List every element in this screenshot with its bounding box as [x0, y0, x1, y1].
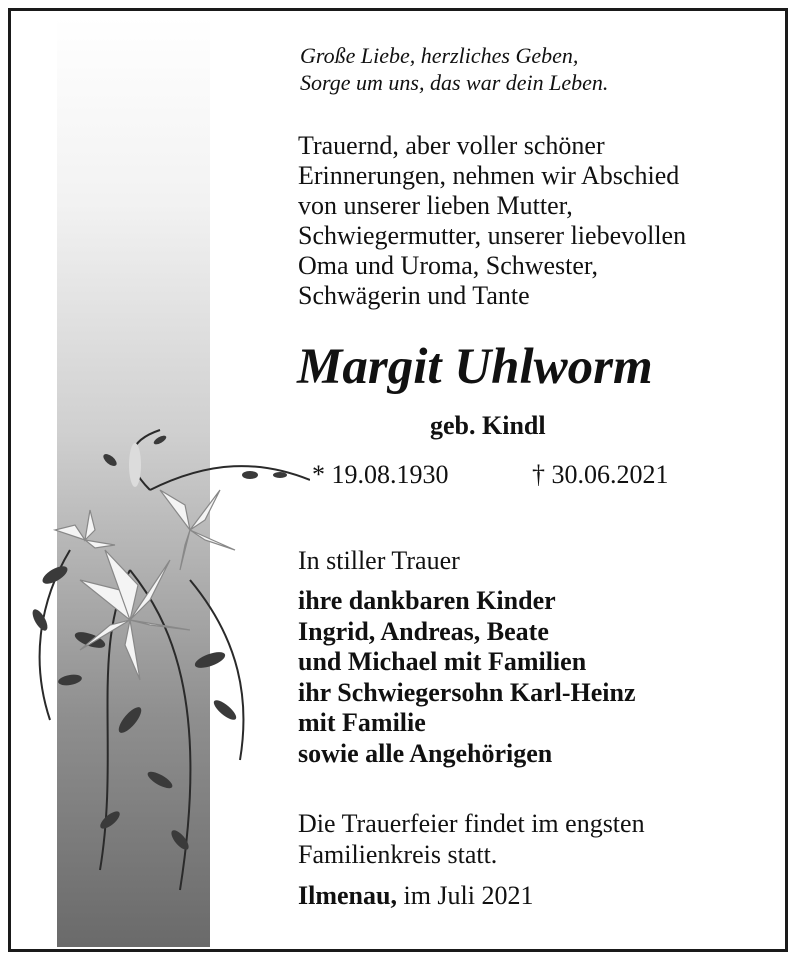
mourners-list: [298, 586, 636, 769]
birth-name: geb. Kindl: [430, 411, 546, 440]
mourner-line: ihre dankbaren Kinder: [298, 586, 556, 615]
death-date: † 30.06.2021: [532, 460, 669, 489]
intro-line: von unserer lieben Mutter,: [298, 191, 573, 220]
intro-line: Schwägerin und Tante: [298, 281, 530, 310]
birth-date: * 19.08.1930: [312, 460, 449, 489]
notice-line: Die Trauerfeier findet im engsten: [298, 809, 645, 838]
mourner-line: ihr Schwiegersohn Karl-Heinz: [298, 677, 636, 707]
mourner-line: mit Familie: [298, 708, 426, 737]
place-date: [298, 880, 533, 912]
issue-date: im Juli 2021: [403, 881, 534, 910]
life-dates: [312, 459, 669, 491]
intro-line: Schwiegermutter, unserer liebevollen: [298, 221, 687, 250]
motto-line: Große Liebe, herzliches Geben,: [300, 43, 579, 68]
funeral-notice: [298, 808, 645, 870]
motto-verse: [300, 42, 608, 96]
intro-text: [298, 131, 686, 311]
intro-line: Oma und Uroma, Schwester,: [298, 251, 599, 280]
mourner-line: Ingrid, Andreas, Beate: [298, 616, 549, 646]
notice-line: Familienkreis statt.: [298, 840, 498, 869]
mourning-intro: In stiller Trauer: [298, 546, 460, 575]
motto-line: Sorge um uns, das war dein Leben.: [300, 70, 609, 95]
mourner-line: sowie alle Angehörigen: [298, 738, 553, 768]
intro-line: Erinnerungen, nehmen wir Abschied: [298, 161, 680, 190]
mourner-line: und Michael mit Familien: [298, 647, 587, 676]
intro-line: Trauernd, aber voller schöner: [298, 131, 605, 160]
place-name: Ilmenau,: [298, 881, 397, 910]
deceased-name: Margit Uhlworm: [297, 339, 653, 395]
lily-bouquet-image: [10, 420, 310, 900]
